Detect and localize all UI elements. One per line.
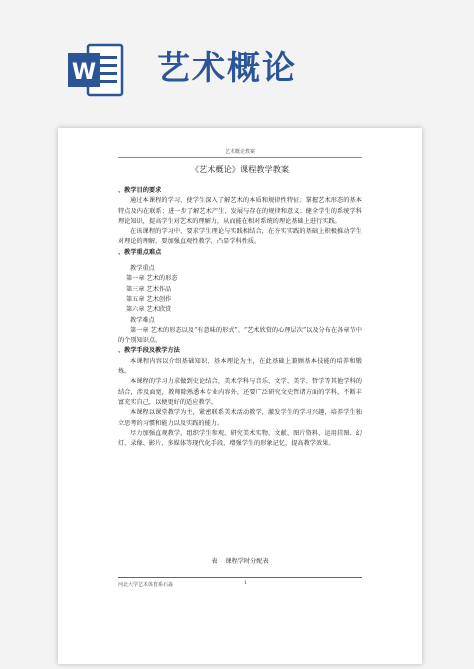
paragraph: 通过本课程的学习，使学生深入了解艺术的本质和规律性特征；掌握艺术形态的基本特点及内在联系；进一步了解艺术产生、发展与存在的规律和意义；健全学生的系统学科理论知识，提高学生对艺术的理解力，从而能在相对系统的理论基础上进行实践。	[118, 197, 362, 225]
paragraph: 在该课程的学习中，要求学生理论与实践相结合，在夯实实践的基础上积极推动学生对理论的理解，要加强直观性教学，凸显学科性质。	[118, 228, 362, 246]
section-heading: 、教学重点难点	[118, 248, 162, 256]
document-title: 《艺术概论》课程教学教案	[190, 164, 290, 174]
chapter-item: 第一章 艺术的形态	[126, 275, 178, 283]
running-header: 艺术概论教案	[224, 149, 255, 155]
page-number: 1	[244, 580, 248, 586]
logo-letter: W	[71, 60, 97, 85]
section-heading: 、教学目的要求	[118, 187, 162, 194]
chapter-item: 第五章 艺术创作	[126, 295, 172, 303]
header-rule	[118, 157, 362, 158]
paragraph: 本课程内容以介绍基础知识、基本理论为主，在此基础上兼顾基本技能的培养和锻炼。	[118, 357, 362, 376]
paragraph: 教学重点	[130, 265, 155, 273]
document-page	[58, 128, 422, 664]
chapter-item: 第六章 艺术欣赏	[126, 306, 172, 314]
footer-rule	[118, 577, 362, 578]
paragraph: 第一章 艺术的形态以及“有意味的形式”、“艺术欣赏的心理层次”以及分布在各章节中的个别知识点。	[118, 326, 362, 345]
section-heading: 、教学手段及教学方法	[118, 347, 180, 355]
paragraph: 教学难点	[130, 316, 155, 324]
table-caption: 表 课程学时分配表	[211, 558, 269, 565]
footer-text: 河北大学艺术体育系石淼	[118, 582, 174, 588]
banner	[0, 0, 474, 120]
banner-title: 艺术概论	[157, 48, 297, 87]
paragraph: 本课程以课堂教学为主，紧密联系美术活动教学，激发学生的学习兴趣，培养学生独立思考的习惯和能力以及实践的能力。	[118, 409, 362, 427]
chapter-item: 第三章 艺术作品	[126, 285, 172, 293]
document-body	[118, 163, 362, 449]
word-logo-icon	[66, 41, 124, 99]
paragraph: 尽力加强直观教学，组织学生参观、研究美术实物、文献、图片资料，运用挂图、幻灯、录像、影片、多媒体等现代化手段，增强学生的形象记忆，提高教学效果。	[118, 429, 362, 448]
paragraph: 本课程的学习力求做到史论结合，美术学科与音乐、文学、美学、哲学等其他学科的结合，涉及面宽，教师除熟悉本专业内容外，还要广泛研究文史哲诸方面的学科，不断丰富充实自己，以便更好的适应教学。	[118, 378, 362, 406]
